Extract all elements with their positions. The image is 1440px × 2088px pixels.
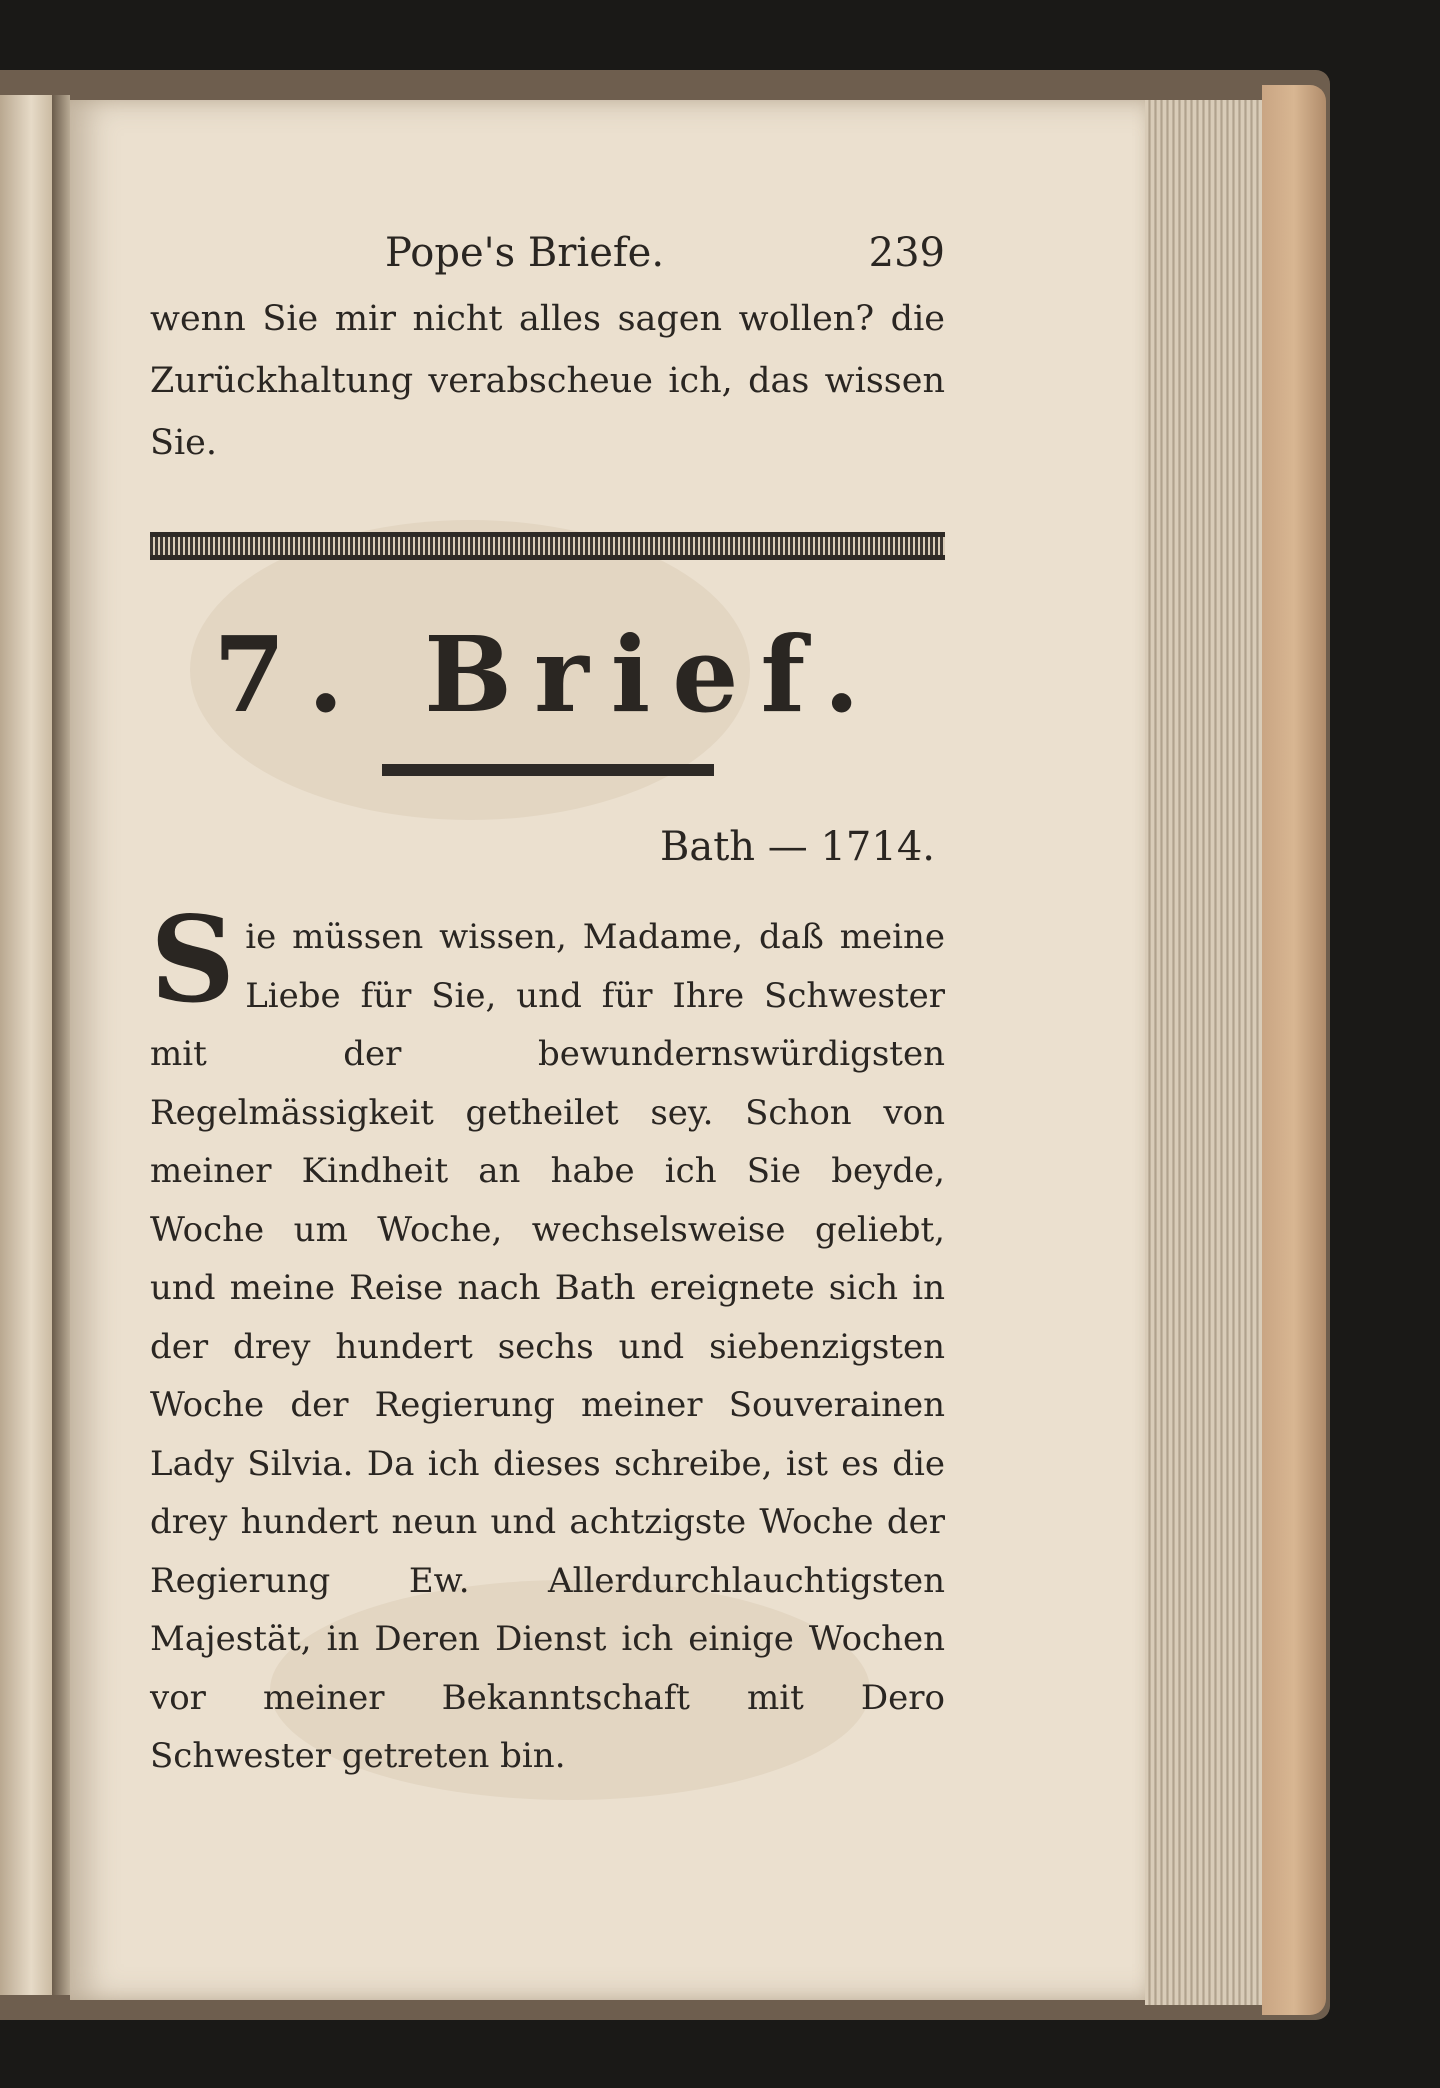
letter-heading: 7. Brief.	[213, 613, 882, 736]
section-divider-rule	[150, 532, 945, 560]
running-title: Pope's Briefe.	[385, 230, 665, 276]
book-cover-edge	[1262, 85, 1326, 2015]
page-text-block	[150, 220, 945, 1786]
facing-page-edge	[0, 95, 54, 1995]
page-number: 239	[868, 230, 945, 276]
letter-body-text: ie müssen wissen, Madame, daß meine Liebe für Sie, und für Ihre Schwester mit der bewundernswürdigsten Regelmässigkeit getheilet sey. Schon von meiner Kindheit an habe ich Sie beyde, Woche um Woche, wechselsweise geliebt, und meine Reise nach Bath ereignete sich in der drey hundert sechs und siebenzigsten Woche der Regierung meiner Souverainen Lady Silvia. Da ich dieses schreibe, ist es die drey hundert neun und achtzigste Woche der Regierung Ew. Allerdurchlauchtigsten Majestät, in Deren Dienst ich einige Wochen vor meiner Bekanntschaft mit Dero Schwester getreten bin.	[150, 917, 945, 1776]
drop-cap: S	[150, 890, 236, 1029]
page-fore-edges	[1145, 100, 1268, 2005]
letter-dateline: Bath — 1714.	[659, 824, 935, 870]
letter-body	[150, 890, 945, 1786]
page-header	[150, 220, 945, 280]
book-gutter	[52, 95, 70, 1995]
heading-underline-rule	[382, 764, 714, 776]
previous-letter-ending: wenn Sie mir nicht alles sagen wollen? die Zurückhaltung verabscheue ich, das wissen Sie.	[150, 299, 945, 463]
